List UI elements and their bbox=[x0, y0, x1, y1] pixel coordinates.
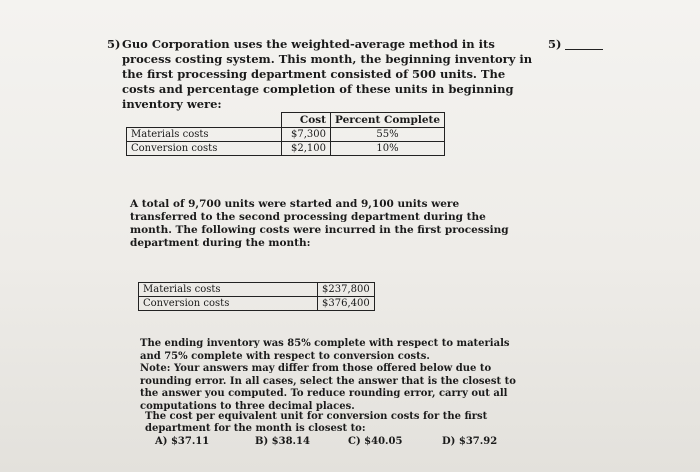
answer-number: 5) bbox=[548, 37, 562, 51]
row-cost: $2,100 bbox=[282, 142, 331, 156]
costs-incurred-table bbox=[138, 282, 375, 311]
row-percent: 10% bbox=[331, 142, 445, 156]
row-percent: 55% bbox=[331, 128, 445, 142]
question-prompt: The cost per equivalent unit for conversion costs for the first department for the month is closest to: bbox=[145, 411, 488, 434]
question-text: Guo Corporation uses the weighted-average method in its process costing system. This month, the beginning inventory in the first processing department consisted of 500 units. The costs and percentage completion of these units in beginning inventory were: bbox=[122, 37, 533, 111]
beginning-inventory-table bbox=[126, 112, 445, 156]
percent-complete-header: Percent Complete bbox=[331, 113, 445, 128]
blank-header-cell bbox=[127, 113, 282, 128]
option-c[interactable]: C) $40.05 bbox=[348, 436, 403, 447]
table-row bbox=[139, 297, 375, 311]
answer-blank[interactable] bbox=[565, 49, 603, 50]
ending-inventory-paragraph bbox=[140, 338, 525, 413]
row-cost: $376,400 bbox=[318, 297, 375, 311]
rounding-note: Note: Your answers may differ from those offered below due to rounding error. In all cases, select the answer that is the closest to the answer you computed. To reduce rounding error, carry out all computations to three decimal places. bbox=[140, 363, 516, 412]
option-b[interactable]: B) $38.14 bbox=[255, 436, 310, 447]
row-cost: $237,800 bbox=[318, 283, 375, 297]
table-row bbox=[127, 128, 445, 142]
row-label: Materials costs bbox=[139, 283, 318, 297]
ending-inventory-text: The ending inventory was 85% complete with respect to materials and 75% complete with respect to conversion costs. bbox=[140, 338, 510, 362]
table-row bbox=[127, 142, 445, 156]
table-header-row bbox=[127, 113, 445, 128]
question-number: 5) bbox=[107, 37, 121, 51]
option-d[interactable]: D) $37.92 bbox=[442, 436, 498, 447]
row-label: Materials costs bbox=[127, 128, 282, 142]
option-a[interactable]: A) $37.11 bbox=[155, 436, 210, 447]
cost-header: Cost bbox=[282, 113, 331, 128]
units-paragraph: A total of 9,700 units were started and 9,100 units were transferred to the second processing department during the month. The following costs were incurred in the first processing department during the month: bbox=[130, 198, 509, 249]
row-label: Conversion costs bbox=[127, 142, 282, 156]
row-cost: $7,300 bbox=[282, 128, 331, 142]
row-label: Conversion costs bbox=[139, 297, 318, 311]
table-row bbox=[139, 283, 375, 297]
